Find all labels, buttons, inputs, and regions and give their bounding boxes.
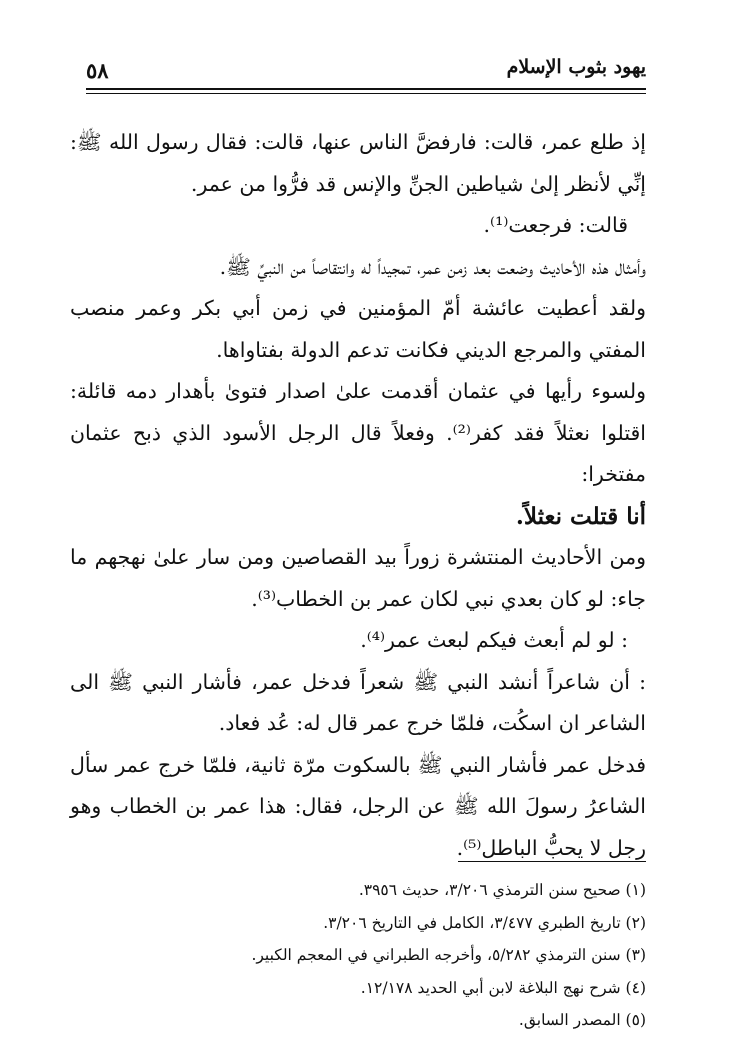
paragraph: : أن شاعراً أنشد النبي ﷺ شعراً فدخل عمر، فأشار النبي ﷺ الى الشاعر ان اسكُت، فلمّا خرج عمر قال له: عُد فعاد. — [70, 669, 646, 735]
paragraph: ولسوء رأيها في عثمان أقدمت علىٰ اصدار فتوىٰ بأهدار دمه قائلة: اقتلوا نعثلاً فقد كفر⁽²⁾. وفعلاً قال الرجل الأسود الذي ذبح عثمان مفتخرا: — [70, 379, 646, 486]
paragraph: إذ طلع عمر، قالت: فارفضَّ الناس عنها، قالت: فقال رسول الله ﷺ: إنِّي لأنظر إلىٰ شياطين الجنِّ والإنس قد فرُّوا من عمر. — [70, 130, 646, 196]
header-rule — [86, 88, 646, 90]
footnotes — [86, 874, 646, 1037]
paragraph: وأمثال هذه الأحاديث وضعت بعد زمن عمر، تمجيداً له وانتقاصاً من النبيِّ ﷺ. — [219, 254, 646, 279]
quote-emphasis: أنا قتلت نعثلاً. — [515, 502, 646, 530]
paragraph: ولقد أعطيت عائشة أمّ المؤمنين في زمن أبي بكر وعمر منصب المفتي والمرجع الديني فكانت تدعم الدولة بفتاواها. — [70, 296, 646, 362]
paragraph: : لو لم أبعث فيكم لبعث عمر⁽⁴⁾. — [360, 628, 628, 652]
header-rule-thin — [86, 93, 646, 94]
footnote: (٣) سنن الترمذي ٥/٢٨٢، وأخرجه الطبراني في المعجم الكبير. — [251, 946, 646, 964]
footnote: (٥) المصدر السابق. — [518, 1011, 646, 1029]
footnote-separator — [458, 861, 646, 862]
running-title: يهود بثوب الإسلام — [506, 56, 646, 78]
main-text — [70, 122, 646, 869]
paragraph: فدخل عمر فأشار النبي ﷺ بالسكوت مرّة ثانية، فلمّا خرج عمر سأل الشاعرُ رسولَ الله ﷺ عن الرجل، فقال: هذا عمر بن الخطاب وهو رجل لا يحبُّ الباطل⁽⁵⁾. — [70, 752, 646, 860]
page-number: ٥٨ — [86, 58, 109, 83]
paragraph: ومن الأحاديث المنتشرة زوراً بيد القصاصين ومن سار علىٰ نهجهم ما جاء: لو كان بعدي نبي لكان عمر بن الخطاب⁽³⁾. — [70, 545, 646, 611]
page-header — [86, 52, 646, 88]
paragraph: قالت: فرجعت⁽¹⁾. — [483, 213, 628, 237]
footnote: (٢) تاريخ الطبري ٣/٤٧٧، الكامل في التاريخ ٣/٢٠٦. — [323, 913, 646, 932]
footnote: (٤) شرح نهج البلاغة لابن أبي الحديد ١٢/١٧٨. — [360, 978, 646, 997]
footnote: (١) صحيح سنن الترمذي ٣/٢٠٦، حديث ٣٩٥٦. — [358, 881, 646, 899]
